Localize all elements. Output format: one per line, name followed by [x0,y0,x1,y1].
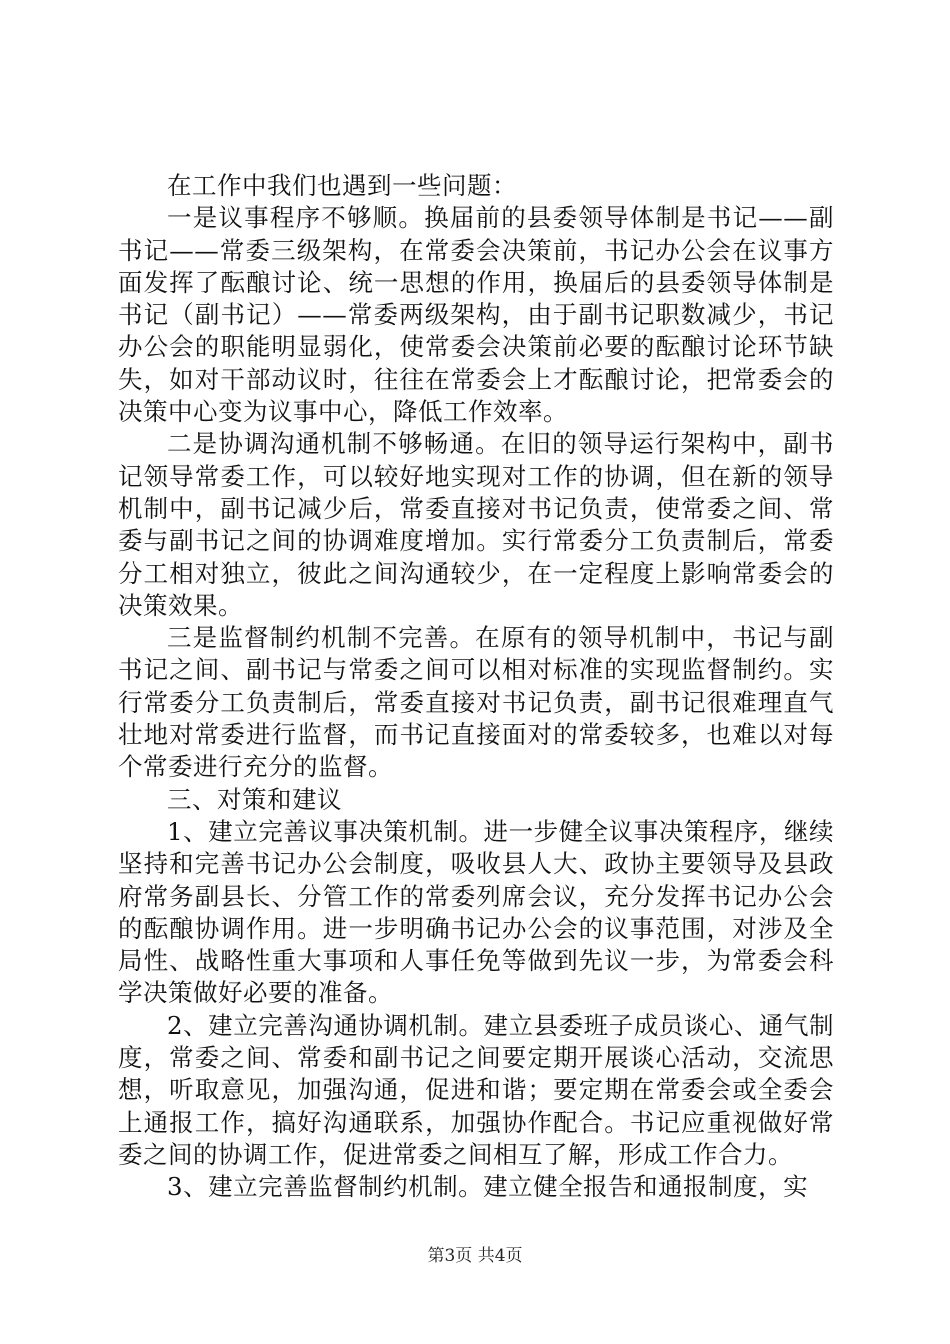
page-number-footer: 第3页 共4页 [427,1246,523,1266]
document-body [118,170,834,1204]
paragraph-problem-1: 一是议事程序不够顺。换届前的县委领导体制是书记——副书记——常委三级架构，在常委会决策前，书记办公会在议事方面发挥了酝酿讨论、统一思想的作用，换届后的县委领导体制是书记（副书记）——常委两级架构，由于副书记职数减少，书记办公会的职能明显弱化，使常委会决策前必要的酝酿讨论环节缺失，如对干部动议时，往往在常委会上才酝酿讨论，把常委会的决策中心变为议事中心，降低工作效率。 [118,203,834,427]
paragraph-problems-intro: 在工作中我们也遇到一些问题： [167,171,517,200]
paragraph-problem-3: 三是监督制约机制不完善。在原有的领导机制中，书记与副书记之间、副书记与常委之间可以相对标准的实现监督制约。实行常委分工负责制后，常委直接对书记负责，副书记很难理直气壮地对常委进行监督，而书记直接面对的常委较多，也难以对每个常委进行充分的监督。 [118,623,834,782]
section-heading-countermeasures: 三、对策和建议 [167,784,342,814]
paragraph-suggestion-3: 3、建立完善监督制约机制。建立健全报告和通报制度，实 [167,1172,809,1202]
paragraph-suggestion-2: 2、建立完善沟通协调机制。建立县委班子成员谈心、通气制度，常委之间、常委和副书记之间要定期开展谈心活动，交流思想，听取意见，加强沟通，促进和谐；要定期在常委会或全委会上通报工作，搞好沟通联系，加强协作配合。书记应重视做好常委之间的协调工作，促进常委之间相互了解，形成工作合力。 [118,1010,834,1169]
paragraph-suggestion-1: 1、建立完善议事决策机制。进一步健全议事决策程序，继续坚持和完善书记办公会制度，吸收县人大、政协主要领导及县政府常务副县长、分管工作的常委列席会议，充分发挥书记办公会的酝酿协调作用。进一步明确书记办公会的议事范围，对涉及全局性、战略性重大事项和人事任免等做到先议一步，为常委会科学决策做好必要的准备。 [118,816,834,1008]
paragraph-problem-2: 二是协调沟通机制不够畅通。在旧的领导运行架构中，副书记领导常委工作，可以较好地实现对工作的协调，但在新的领导机制中，副书记减少后，常委直接对书记负责，使常委之间、常委与副书记之间的协调难度增加。实行常委分工负责制后，常委分工相对独立，彼此之间沟通较少，在一定程度上影响常委会的决策效果。 [118,429,834,620]
